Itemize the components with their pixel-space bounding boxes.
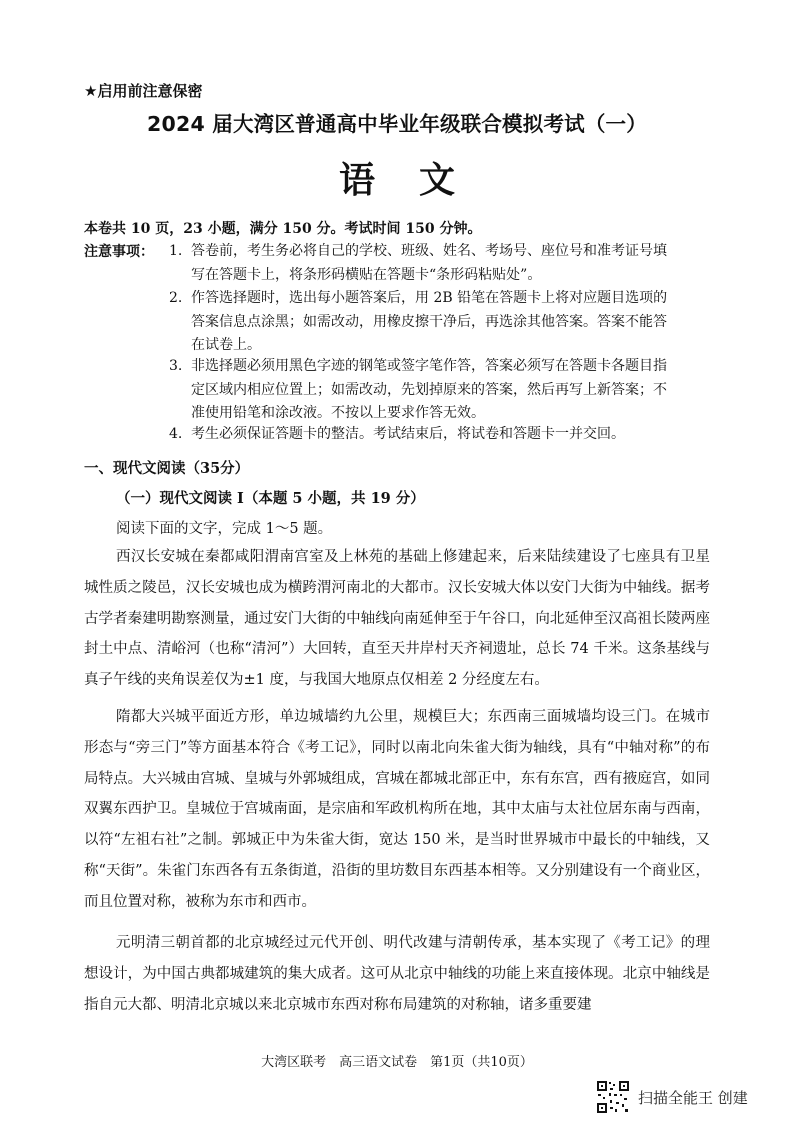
note-number: 4. [169,426,183,442]
note-item [169,423,625,447]
reading-paragraph: 元明清三朝首都的北京城经过元代开创、明代改建与清朝传承，基本实现了《考工记》的理想设计，为中国古典都城建筑的集大成者。这可从北京中轴线的功能上来直接体现。北京中轴线是指自元大都、明清北京城以来北京城市东西对称布局建筑的对称轴，诸多重要建 [84,935,710,1013]
reading-instruction: 阅读下面的文字，完成 1～5 题。 [116,521,333,537]
note-number: 3. [169,358,183,374]
note-item [169,287,668,358]
note-line: 在试卷上。 [191,337,261,353]
subject-title: 语文 [338,159,499,201]
subsection-heading: （一）现代文阅读 I（本题 5 小题，共 19 分） [116,490,425,507]
confidential-note: ★启用前注意保密 [84,82,203,100]
note-line: 考生必须保证答题卡的整洁。考试结束后，将试卷和答题卡一并交回。 [191,426,625,442]
note-line: 答案信息点涂黑；如需改动，用橡皮擦干净后，再选涂其他答案。答案不能答 [191,313,667,330]
note-line: 写在答题卡上，将条形码横贴在答题卡“条形码粘贴处”。 [191,266,542,283]
qr-code-icon [596,1080,630,1114]
notes-label: 注意事项： [84,244,154,260]
note-line: 答卷前，考生务必将自己的学校、班级、姓名、考场号、座位号和准考证号填 [191,243,667,259]
scanner-watermark [596,1080,748,1114]
reading-paragraph: 隋都大兴城平面近方形，单边城墙约九公里，规模巨大；东西南三面城墙均设三门。在城市形态与“旁三门”等方面基本符合《考工记》，同时以南北向朱雀大街为轴线，具有“中轴对称”的布局特点。大兴城由宫城、皇城与外郭城组成，宫城在都城北部正中，东有东宫，西有掖庭宫，如同双翼东西护卫。皇城位于宫城南面，是宗庙和军政机构所在地，其中太庙与太社位居东南与西南，以符“左祖右社”之制。郭城正中为朱雀大街，宽达 150 米，是当时世界城市中最长的中轴线，又称“天街”。朱雀门东西各有五条街道，沿街的里坊数目东西基本相等。又分别建设有一个商业区，而且位置对称，被称为东市和西市。 [84,709,710,910]
note-item [169,355,667,426]
watermark-text: 扫描全能王 创建 [638,1088,748,1107]
note-number: 1. [169,243,183,259]
note-line: 准使用铅笔和涂改液。不按以上要求作答无效。 [191,405,485,421]
note-line: 非选择题必须用黑色字迹的钢笔或签字笔作答，答案必须写在答题卡各题目指 [191,358,667,374]
section-heading: 一、现代文阅读（35分） [84,460,250,477]
page-footer: 大湾区联考 高三语文试卷 第1页（共10页） [261,1055,533,1070]
note-line: 定区域内相应位置上；如需改动，先划掉原来的答案，然后再写上新答案；不 [191,381,667,398]
exam-info: 本卷共 10 页，23 小题，满分 150 分。考试时间 150 分钟。 [84,221,482,237]
exam-title: 2024 届大湾区普通高中毕业年级联合模拟考试（一） [147,112,647,136]
note-line: 作答选择题时，选出每小题答案后，用 2B 铅笔在答题卡上将对应题目选项的 [191,290,668,306]
note-item [169,240,667,287]
note-number: 2. [169,290,183,306]
reading-paragraph: 西汉长安城在秦都咸阳渭南宫室及上林苑的基础上修建起来，后来陆续建设了七座具有卫星城性质之陵邑，汉长安城也成为横跨渭河南北的大都市。汉长安城大体以安门大街为中轴线。据考古学者秦建明勘察测量，通过安门大街的中轴线向南延伸至于午谷口，向北延伸至汉高祖长陵两座封土中点、清峪河（也称“清河”）大回转，直至天井岸村天齐祠遗址，总长 74 千米。这条基线与真子午线的夹角误差仅为±1 度，与我国大地原点仅相差 2 分经度左右。 [84,549,710,689]
